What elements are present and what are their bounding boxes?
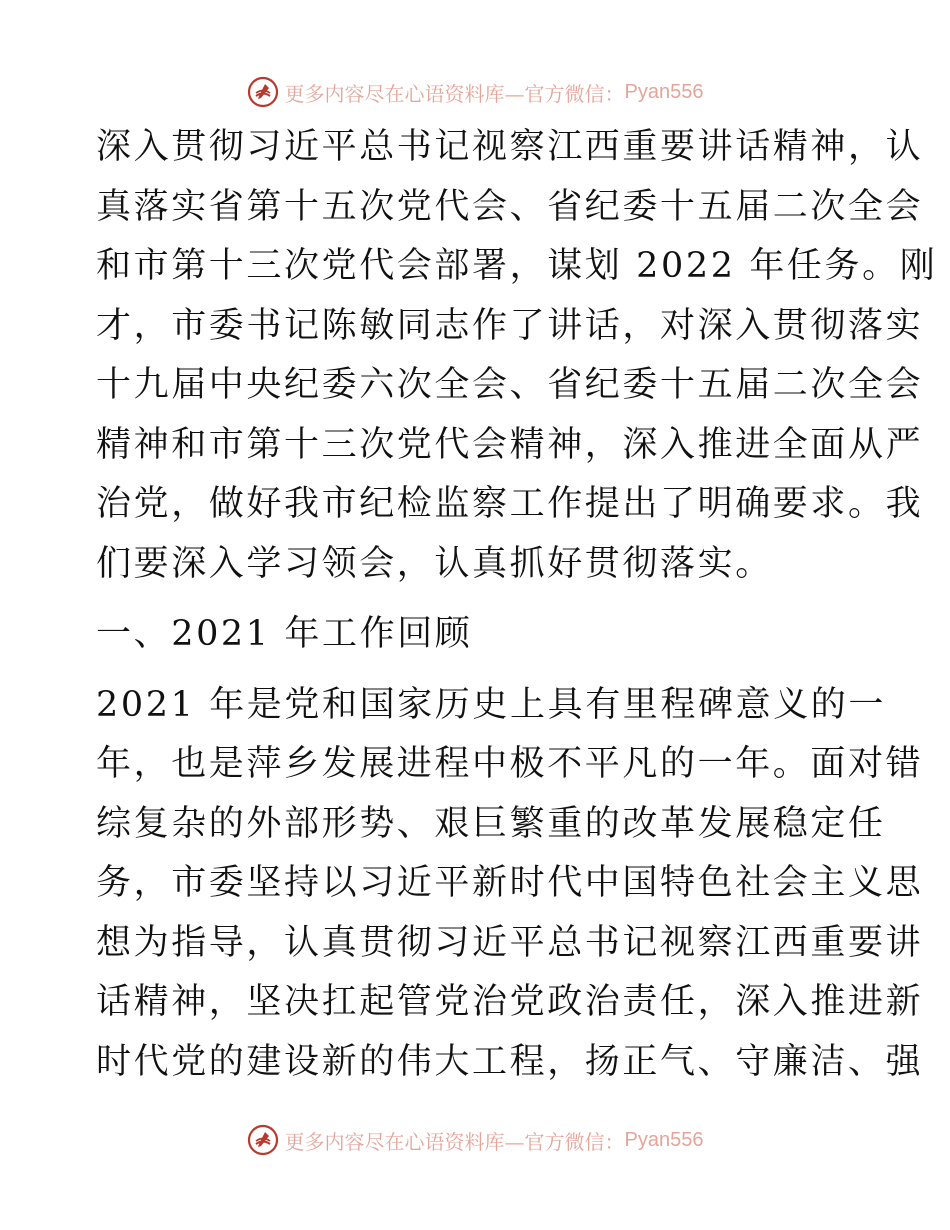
- text-line: 治党，做好我市纪检监察工作提出了明确要求。我: [96, 484, 924, 524]
- paragraph-1: [96, 118, 938, 594]
- watermark-contact: Pyan556: [624, 80, 704, 103]
- book-pen-logo-icon: [247, 76, 279, 108]
- text-line: 2021 年是党和国家历史上具有里程碑意义的一: [96, 684, 886, 725]
- text-line: 精神和市第十三次党代会精神，深入推进全面从严: [96, 424, 924, 465]
- text-line: 才，市委书记陈敏同志作了讲话，对深入贯彻落实: [96, 305, 924, 346]
- text-line: 们要深入学习领会，认真抓好贯彻落实。: [96, 543, 773, 584]
- text-line: 综复杂的外部形势、艰巨繁重的改革发展稳定任: [96, 803, 886, 844]
- text-line: 务，市委坚持以习近平新时代中国特色社会主义思: [96, 863, 924, 903]
- page-footer-watermark: [0, 1120, 950, 1160]
- book-pen-logo-icon: [247, 1124, 279, 1156]
- text-line: 话精神，坚决扛起管党治党政治责任，深入推进新: [96, 982, 924, 1022]
- text-line: 和市第十三次党代会部署，谋划 2022 年任务。刚: [96, 246, 938, 286]
- paragraph-2: [96, 676, 924, 1093]
- page-header-watermark: [0, 72, 950, 112]
- text-line: 十九届中央纪委六次全会、省纪委十五届二次全会: [96, 365, 924, 405]
- watermark-contact: Pyan556: [624, 1128, 704, 1151]
- section-heading: 一、2021 年工作回顾: [96, 614, 473, 654]
- document-body: [96, 118, 938, 1092]
- watermark-text: 更多内容尽在心语资料库—官方微信：: [284, 1129, 625, 1154]
- text-line: 时代党的建设新的伟大工程，扬正气、守廉洁、强: [96, 1041, 924, 1082]
- text-line: 年，也是萍乡发展进程中极不平凡的一年。面对错: [96, 744, 924, 784]
- text-line: 深入贯彻习近平总书记视察江西重要讲话精神，认: [96, 127, 924, 167]
- text-line: 想为指导，认真贯彻习近平总书记视察江西重要讲: [96, 922, 924, 963]
- watermark-text: 更多内容尽在心语资料库—官方微信：: [284, 81, 625, 106]
- text-line: 真落实省第十五次党代会、省纪委十五届二次全会: [96, 186, 924, 227]
